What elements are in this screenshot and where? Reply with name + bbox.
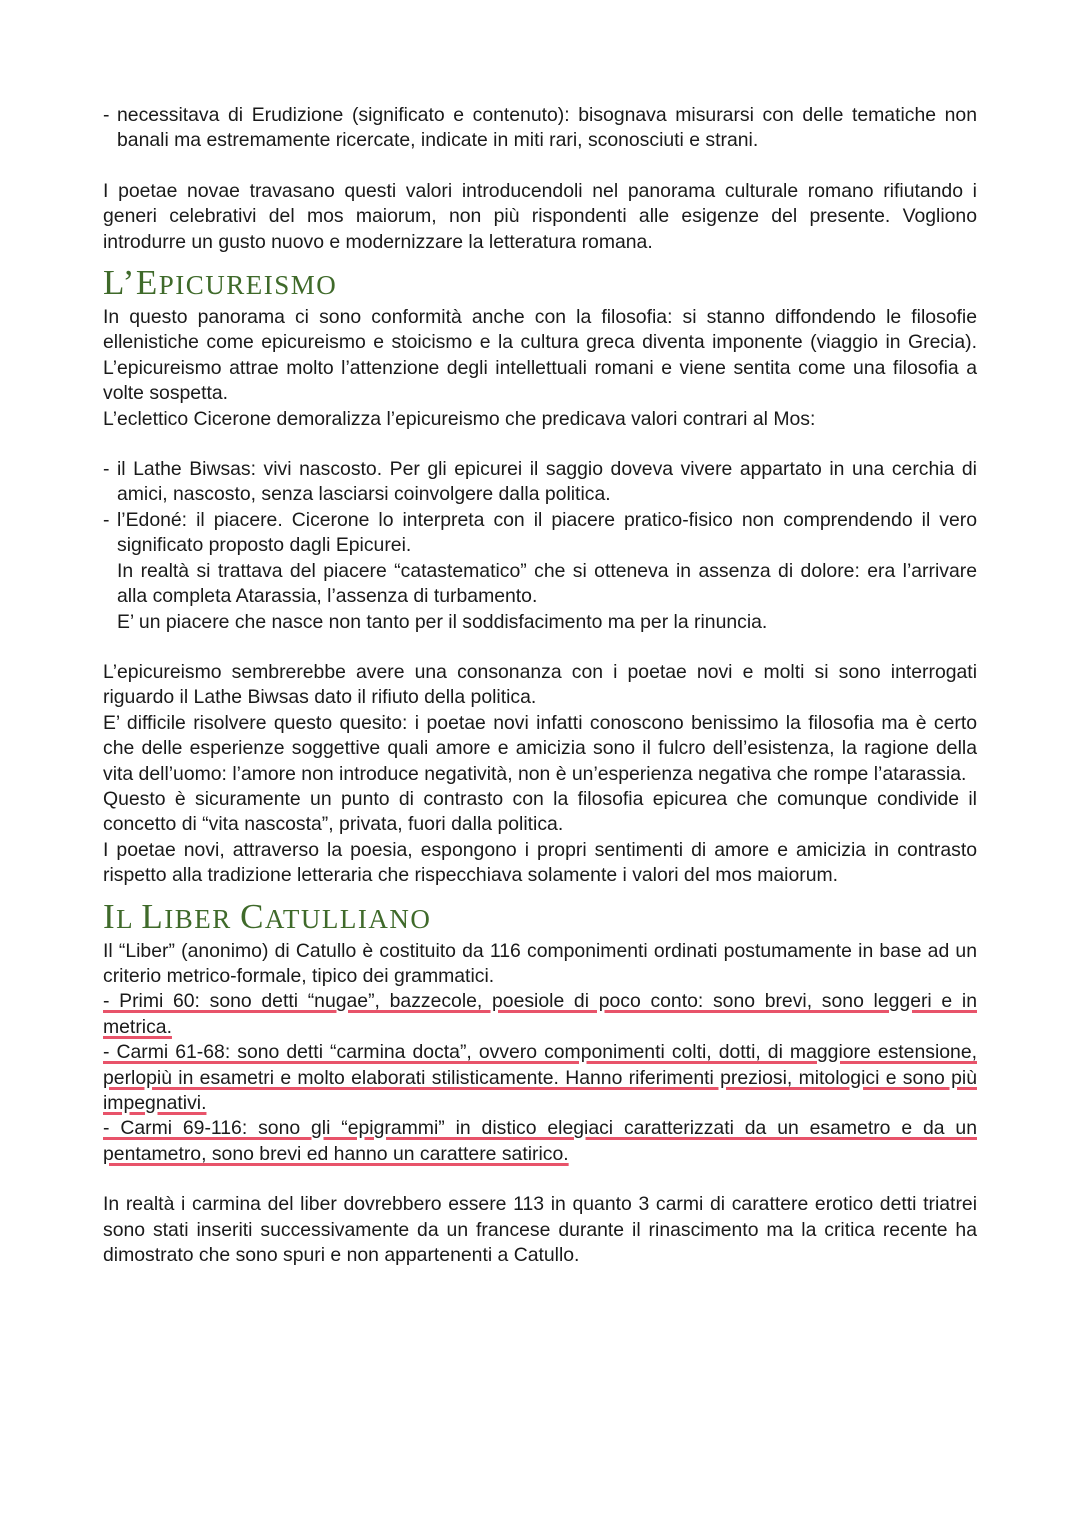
- heading-part: ATULLIANO: [264, 903, 432, 934]
- highlighted-text: - Carmi 61-68: sono detti “carmina docta”, ovvero componimenti colti, dotti, di maggiore estensione, perlopiù in esametri e molto elaborati stilisticamente. Hanno riferimenti preziosi, mitologici e sono più impegnativi.: [103, 1041, 977, 1114]
- poetae-novae-paragraph: I poetae novae travasano questi valori introducendoli nel panorama culturale romano rifiutando i generi celebrativi del mos maiorum, non più rispondenti alle esigenze del presente. Vogliono introdurre un gusto nuovo e modernizzare la letteratura romana.: [103, 179, 977, 253]
- lathe-biwsas-bullet: [103, 457, 977, 508]
- heading-rest: PICUREISMO: [158, 270, 338, 301]
- liber-item-epigrammi: [103, 1116, 977, 1167]
- epicureismo-paragraph-4: E’ difficile risolvere questo quesito: i poetae novi infatti conoscono benissimo la filosofia ma è certo che delle esperienze soggettive quali amore e amicizia sono il fulcro dell’esistenza, la ragione della vita dell’uomo: l’amore non introduce negatività, non è un’esperienza negativa che rompe l’atarassia.: [103, 711, 977, 785]
- epicureismo-paragraph-6: I poetae novi, attraverso la poesia, espongono i propri sentimenti di amore e amicizia in contrasto rispetto alla tradizione letteraria che rispecchiava solamente i valori del mos maiorum.: [103, 838, 977, 887]
- epicureismo-paragraph-5: Questo è sicuramente un punto di contrasto con la filosofia epicurea che comunque condivide il concetto di “vita nascosta”, privata, fuori dalla politica.: [103, 787, 977, 836]
- section-heading-epicureismo: [103, 261, 977, 305]
- section-heading-liber-catulliano: [103, 895, 977, 939]
- heading-initial: L’E: [103, 263, 159, 303]
- heading-part: L: [116, 903, 142, 934]
- liber-paragraph-1: Il “Liber” (anonimo) di Catullo è costituito da 116 componimenti ordinati postumamente in base ad un criterio metrico-formale, tipico dei grammatici.: [103, 939, 977, 987]
- bullet-text: il Lathe Biwsas: vivi nascosto. Per gli epicurei il saggio doveva vivere appartato in una cerchia di amici, nascosto, senza lasciarsi coinvolgere dalla politica.: [117, 458, 977, 506]
- liber-paragraph-2: In realtà i carmina del liber dovrebbero essere 113 in quanto 3 carmi di carattere erotico detti triatrei sono stati inseriti successivamente da un francese durante il rinascimento ma la critica recente ha dimostrato che sono spuri e non appartenenti a Catullo.: [103, 1193, 977, 1267]
- edone-continuation-2: E’ un piacere che nasce non tanto per il soddisfacimento ma per la rinuncia.: [117, 610, 768, 633]
- bullet-text: l’Edoné: il piacere. Cicerone lo interpreta con il piacere pratico-fisico non comprendendo il vero significato proposto dagli Epicurei.: [117, 508, 977, 557]
- bullet-dash: -: [103, 104, 110, 126]
- heading-part: L: [141, 896, 165, 936]
- epicureismo-paragraph-3: L’epicureismo sembrerebbe avere una consonanza con i poetae novi e molti si sono interrogati riguardo il Lathe Biwsas dato il rifiuto della politica.: [103, 660, 977, 709]
- highlighted-text: - Carmi 69-116: sono gli “epigrammi” in distico elegiaci caratterizzati da un esametro e da un pentametro, sono brevi ed hanno un carattere satirico.: [103, 1117, 977, 1165]
- liber-item-carmina-docta: [103, 1040, 977, 1116]
- epicureismo-paragraph-2: L’eclettico Cicerone demoralizza l’epicureismo che predicava valori contrari al Mos:: [103, 407, 816, 430]
- heading-part: IBER: [164, 903, 241, 934]
- document-page: [103, 103, 977, 1268]
- bullet-dash: -: [103, 458, 110, 481]
- heading-part: C: [240, 896, 265, 936]
- bullet-dash: -: [103, 508, 110, 531]
- liber-item-nugae: [103, 989, 977, 1040]
- erudition-bullet: [103, 103, 977, 154]
- heading-part: I: [103, 896, 117, 936]
- highlighted-text: - Primi 60: sono detti “nugae”, bazzecole, poesiole di poco conto: sono brevi, sono leggeri e in metrica.: [103, 990, 977, 1038]
- edone-bullet: [103, 508, 977, 559]
- bullet-text: necessitava di Erudizione (significato e contenuto): bisognava misurarsi con delle tematiche non banali ma estremamente ricercate, indicate in miti rari, sconosciuti e strani.: [117, 104, 977, 152]
- epicureismo-paragraph-1: In questo panorama ci sono conformità anche con la filosofia: si stanno diffondendo le filosofie ellenistiche come epicureismo e stoicismo e la cultura greca diventa imponente (viaggio in Grecia). L’epicureismo attrae molto l’attenzione degli intellettuali romani e viene sentita come una filosofia a volte sospetta.: [103, 306, 977, 405]
- edone-continuation-1: In realtà si trattava del piacere “catastematico” che si otteneva in assenza di dolore: era l’arrivare alla completa Atarassia, l’assenza di turbamento.: [117, 559, 977, 608]
